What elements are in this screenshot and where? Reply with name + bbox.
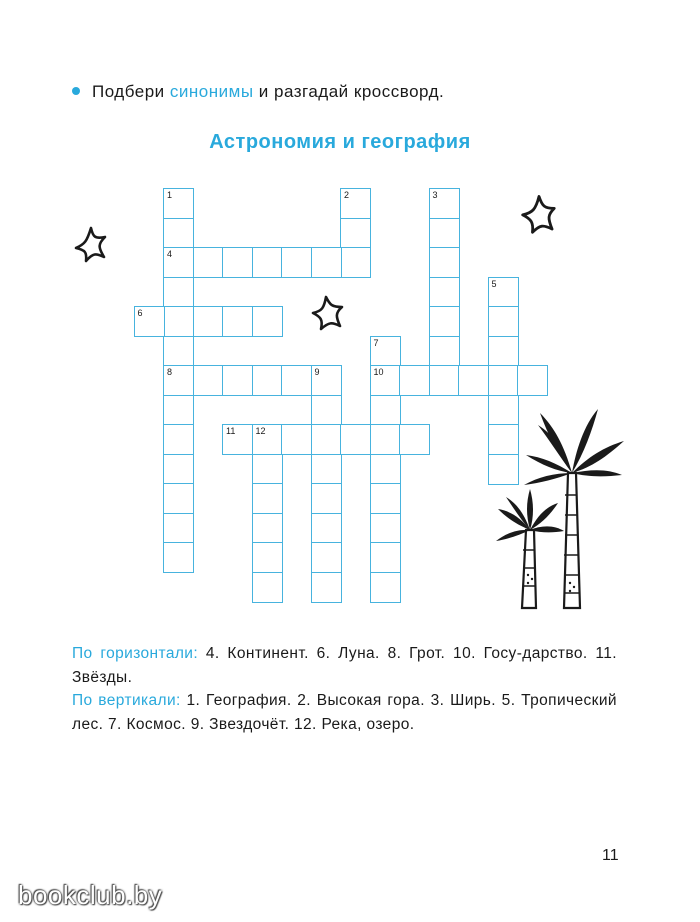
crossword-cell[interactable] — [311, 572, 342, 603]
star-icon — [305, 292, 351, 338]
down-label: По вертикали: — [72, 692, 181, 709]
crossword-cell[interactable] — [252, 454, 283, 485]
instruction — [72, 82, 444, 102]
crossword-cell[interactable] — [340, 218, 371, 249]
clues — [72, 642, 617, 736]
crossword-cell[interactable] — [370, 395, 401, 426]
crossword-cell[interactable] — [163, 542, 194, 573]
crossword-cell[interactable] — [163, 454, 194, 485]
crossword-cell[interactable] — [252, 306, 283, 337]
crossword-cell[interactable] — [163, 336, 194, 367]
crossword-cell[interactable] — [163, 424, 194, 455]
crossword-cell[interactable] — [311, 513, 342, 544]
crossword-cell[interactable] — [193, 365, 224, 396]
crossword-cell[interactable] — [399, 365, 430, 396]
crossword-cell[interactable] — [311, 454, 342, 485]
clue-number: 7 — [373, 337, 379, 348]
crossword-cell[interactable] — [488, 306, 519, 337]
crossword-cell[interactable] — [311, 424, 342, 455]
crossword-cell[interactable] — [311, 542, 342, 573]
page-number: 11 — [602, 847, 619, 864]
clue-number: 3 — [432, 190, 438, 200]
bullet-icon — [72, 87, 80, 95]
clue-number: 8 — [167, 367, 173, 377]
crossword-cell[interactable] — [370, 483, 401, 514]
across-clues: 4. Континент. 6. Луна. 8. Грот. 10. Госу-дарство. 11. Звёзды. — [72, 645, 617, 686]
instruction-before: Подбери — [92, 82, 165, 101]
crossword-cell[interactable] — [281, 247, 312, 278]
crossword-cell[interactable] — [134, 306, 165, 337]
crossword-cell[interactable] — [429, 336, 460, 367]
crossword-cell[interactable] — [340, 247, 371, 278]
instruction-after: и разгадай кроссворд. — [258, 82, 445, 101]
clue-number: 9 — [314, 367, 320, 377]
crossword-cell[interactable] — [163, 365, 194, 396]
crossword-cell[interactable] — [163, 188, 194, 219]
crossword-cell[interactable] — [370, 424, 401, 455]
crossword-cell[interactable] — [252, 572, 283, 603]
crossword-cell[interactable] — [281, 365, 312, 396]
crossword-cell[interactable] — [193, 247, 224, 278]
clue-number: 5 — [491, 278, 497, 289]
clue-number: 11 — [226, 426, 236, 436]
crossword-cell[interactable] — [429, 365, 460, 396]
crossword-cell[interactable] — [252, 483, 283, 514]
crossword-cell[interactable] — [370, 572, 401, 603]
crossword-cell[interactable] — [252, 424, 283, 455]
crossword-cell[interactable] — [163, 306, 194, 337]
crossword-cell[interactable] — [370, 365, 401, 396]
crossword-cell[interactable] — [222, 247, 253, 278]
star-icon — [514, 191, 564, 241]
down-clues: 1. География. 2. Высокая гора. 3. Ширь. 5. Тропический лес. 7. Космос. 9. Звездочёт. 12. Река, озеро. — [72, 692, 617, 733]
crossword-cell[interactable] — [163, 277, 194, 308]
crossword-cell[interactable] — [311, 247, 342, 278]
crossword-cell[interactable] — [429, 218, 460, 249]
crossword-cell[interactable] — [222, 306, 253, 337]
clue-number: 6 — [137, 308, 143, 318]
crossword-cell[interactable] — [163, 218, 194, 249]
clue-number: 1 — [167, 190, 173, 200]
instruction-highlight: синонимы — [169, 82, 254, 101]
crossword-cell[interactable] — [252, 247, 283, 278]
watermark: bookclub.by — [18, 880, 163, 910]
clue-number: 4 — [167, 249, 173, 259]
crossword-cell[interactable] — [488, 277, 519, 308]
clue-number: 10 — [373, 367, 384, 377]
crossword-cell[interactable] — [340, 424, 371, 455]
crossword-cell[interactable] — [429, 306, 460, 337]
crossword-cell[interactable] — [163, 247, 194, 278]
crossword-cell[interactable] — [517, 365, 548, 396]
crossword-cell[interactable] — [311, 365, 342, 396]
crossword-cell[interactable] — [222, 424, 253, 455]
crossword-cell[interactable] — [252, 513, 283, 544]
crossword-cell[interactable] — [252, 365, 283, 396]
crossword-cell[interactable] — [340, 188, 371, 219]
crossword-cell[interactable] — [163, 513, 194, 544]
crossword-cell[interactable] — [281, 424, 312, 455]
crossword-cell[interactable] — [429, 277, 460, 308]
crossword-cell[interactable] — [370, 336, 401, 367]
crossword-cell[interactable] — [488, 365, 519, 396]
page-title: Астрономия и география — [209, 131, 471, 153]
crossword-cell[interactable] — [488, 336, 519, 367]
clue-number: 12 — [255, 426, 266, 436]
palm-trees-icon — [488, 405, 628, 615]
crossword-cell[interactable] — [399, 424, 430, 455]
crossword-cell[interactable] — [163, 395, 194, 426]
crossword-cell[interactable] — [370, 542, 401, 573]
crossword-cell[interactable] — [193, 306, 224, 337]
crossword-cell[interactable] — [311, 483, 342, 514]
crossword-cell[interactable] — [370, 513, 401, 544]
crossword-cell[interactable] — [429, 188, 460, 219]
crossword-cell[interactable] — [252, 542, 283, 573]
crossword-cell[interactable] — [370, 454, 401, 485]
crossword-cell[interactable] — [458, 365, 489, 396]
crossword-cell[interactable] — [163, 483, 194, 514]
crossword-cell[interactable] — [222, 365, 253, 396]
clue-number: 2 — [344, 190, 350, 200]
crossword-cell[interactable] — [311, 395, 342, 426]
crossword-cell[interactable] — [429, 247, 460, 278]
across-label: По горизонтали: — [72, 645, 199, 662]
star-icon — [68, 223, 114, 269]
